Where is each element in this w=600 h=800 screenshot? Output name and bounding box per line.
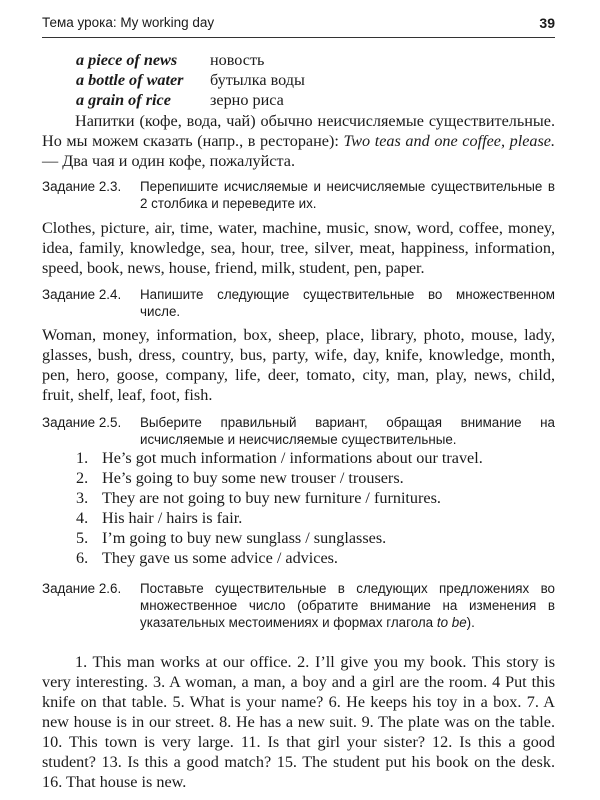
item-text: He’s got much information / informations about our travel. [102, 449, 483, 467]
item-number: 6. [76, 549, 89, 567]
list-item [76, 468, 483, 488]
task-instruction: Выберите правильный вариант, обращая внимание на исчисляемые и неисчисляемые существительные. [140, 415, 555, 447]
task-2-6-sentences: 1. This man works at our office. 2. I’ll give you my book. This story is very interesting. 3. A woman, a man, a boy and a girl are the room. 4 Put this knife on that table. 5. What is your name? 6. He keeps his toy in a box. 7. A new house is in our street. 8. He has a new suit. 9. The plate was on the table. 10. This town is very large. 11. Is that girl your sister? 12. Is this a good student? 13. Is this a good match? 15. The student put his book on the desk. 16. That house is new. [42, 653, 555, 791]
task-instruction: Напишите следующие существительные во множественном числе. [140, 287, 555, 319]
task-2-6-heading [42, 580, 555, 631]
task-number: Задание 2.4. [42, 287, 122, 302]
intro-translation: — Два чая и один кофе, пожалуйста. [42, 152, 295, 170]
phrase-english: a grain of rice [76, 91, 171, 109]
phrase-english: a piece of news [76, 51, 178, 69]
phrase-row [42, 70, 305, 90]
phrase-list [42, 50, 305, 110]
instruction-italic: to be [436, 615, 467, 630]
phrase-russian: новость [210, 51, 265, 69]
item-number: 3. [76, 489, 89, 507]
page-header [42, 15, 555, 38]
item-text: His hair / hairs is fair. [102, 509, 243, 527]
list-item [76, 528, 483, 548]
task-2-5-heading [42, 414, 555, 448]
phrase-row [42, 90, 305, 110]
lesson-title: Тема урока: My working day [42, 15, 215, 30]
list-item [76, 448, 483, 468]
task-number: Задание 2.3. [42, 179, 122, 194]
task-2-3-word-list: Clothes, picture, air, time, water, machine, music, snow, word, coffee, money, idea, family, knowledge, sea, hour, tree, silver, meat, happiness, information, speed, book, news, house, friend, milk, student, pen, paper. [42, 219, 555, 277]
task-2-4-heading [42, 286, 555, 320]
task-instruction: Перепишите исчисляемые и неисчисляемые существительные в 2 столбика и переведите их. [140, 179, 555, 211]
phrase-english: a bottle of water [76, 71, 184, 89]
list-item [76, 488, 483, 508]
phrase-row [42, 50, 305, 70]
list-item [76, 548, 483, 568]
item-text: They are not going to buy new furniture / furnitures. [102, 489, 441, 507]
task-2-3-heading [42, 178, 555, 212]
item-number: 1. [76, 449, 89, 467]
item-text: I’m going to buy new sunglass / sunglasses. [102, 529, 387, 547]
item-text: He’s going to buy some new trouser / trousers. [102, 469, 404, 487]
task-2-5-sentence-list [76, 448, 483, 568]
task-2-4-word-list: Woman, money, information, box, sheep, place, library, photo, mouse, lady, glasses, bush, dress, country, bus, party, wife, day, knife, knowledge, month, pen, hero, goose, company, life, deer, tomato, city, man, play, news, child, fruit, shelf, leaf, foot, fish. [42, 326, 555, 404]
intro-paragraph [42, 111, 555, 171]
intro-example: Two teas and one coffee, please. [343, 132, 555, 150]
task-instruction [140, 580, 555, 631]
task-number: Задание 2.5. [42, 415, 122, 430]
page-number: 39 [539, 15, 555, 31]
item-number: 2. [76, 469, 89, 487]
task-number: Задание 2.6. [42, 581, 122, 596]
phrase-russian: зерно риса [210, 91, 284, 109]
phrase-russian: бутылка воды [210, 71, 305, 89]
intro-text: Напитки (кофе, вода, чай) обычно неисчисляемые существительные. Но мы можем сказать (напр., в ресторане): [42, 112, 555, 150]
item-text: They gave us some advice / advices. [102, 549, 338, 567]
item-number: 5. [76, 529, 89, 547]
instruction-end: ). [466, 615, 475, 630]
item-number: 4. [76, 509, 89, 527]
instruction-text: Поставьте существительные в следующих предложениях во множественное число (обратите внимание на изменения в указательных местоимениях и формах глагола [140, 581, 555, 630]
list-item [76, 508, 483, 528]
